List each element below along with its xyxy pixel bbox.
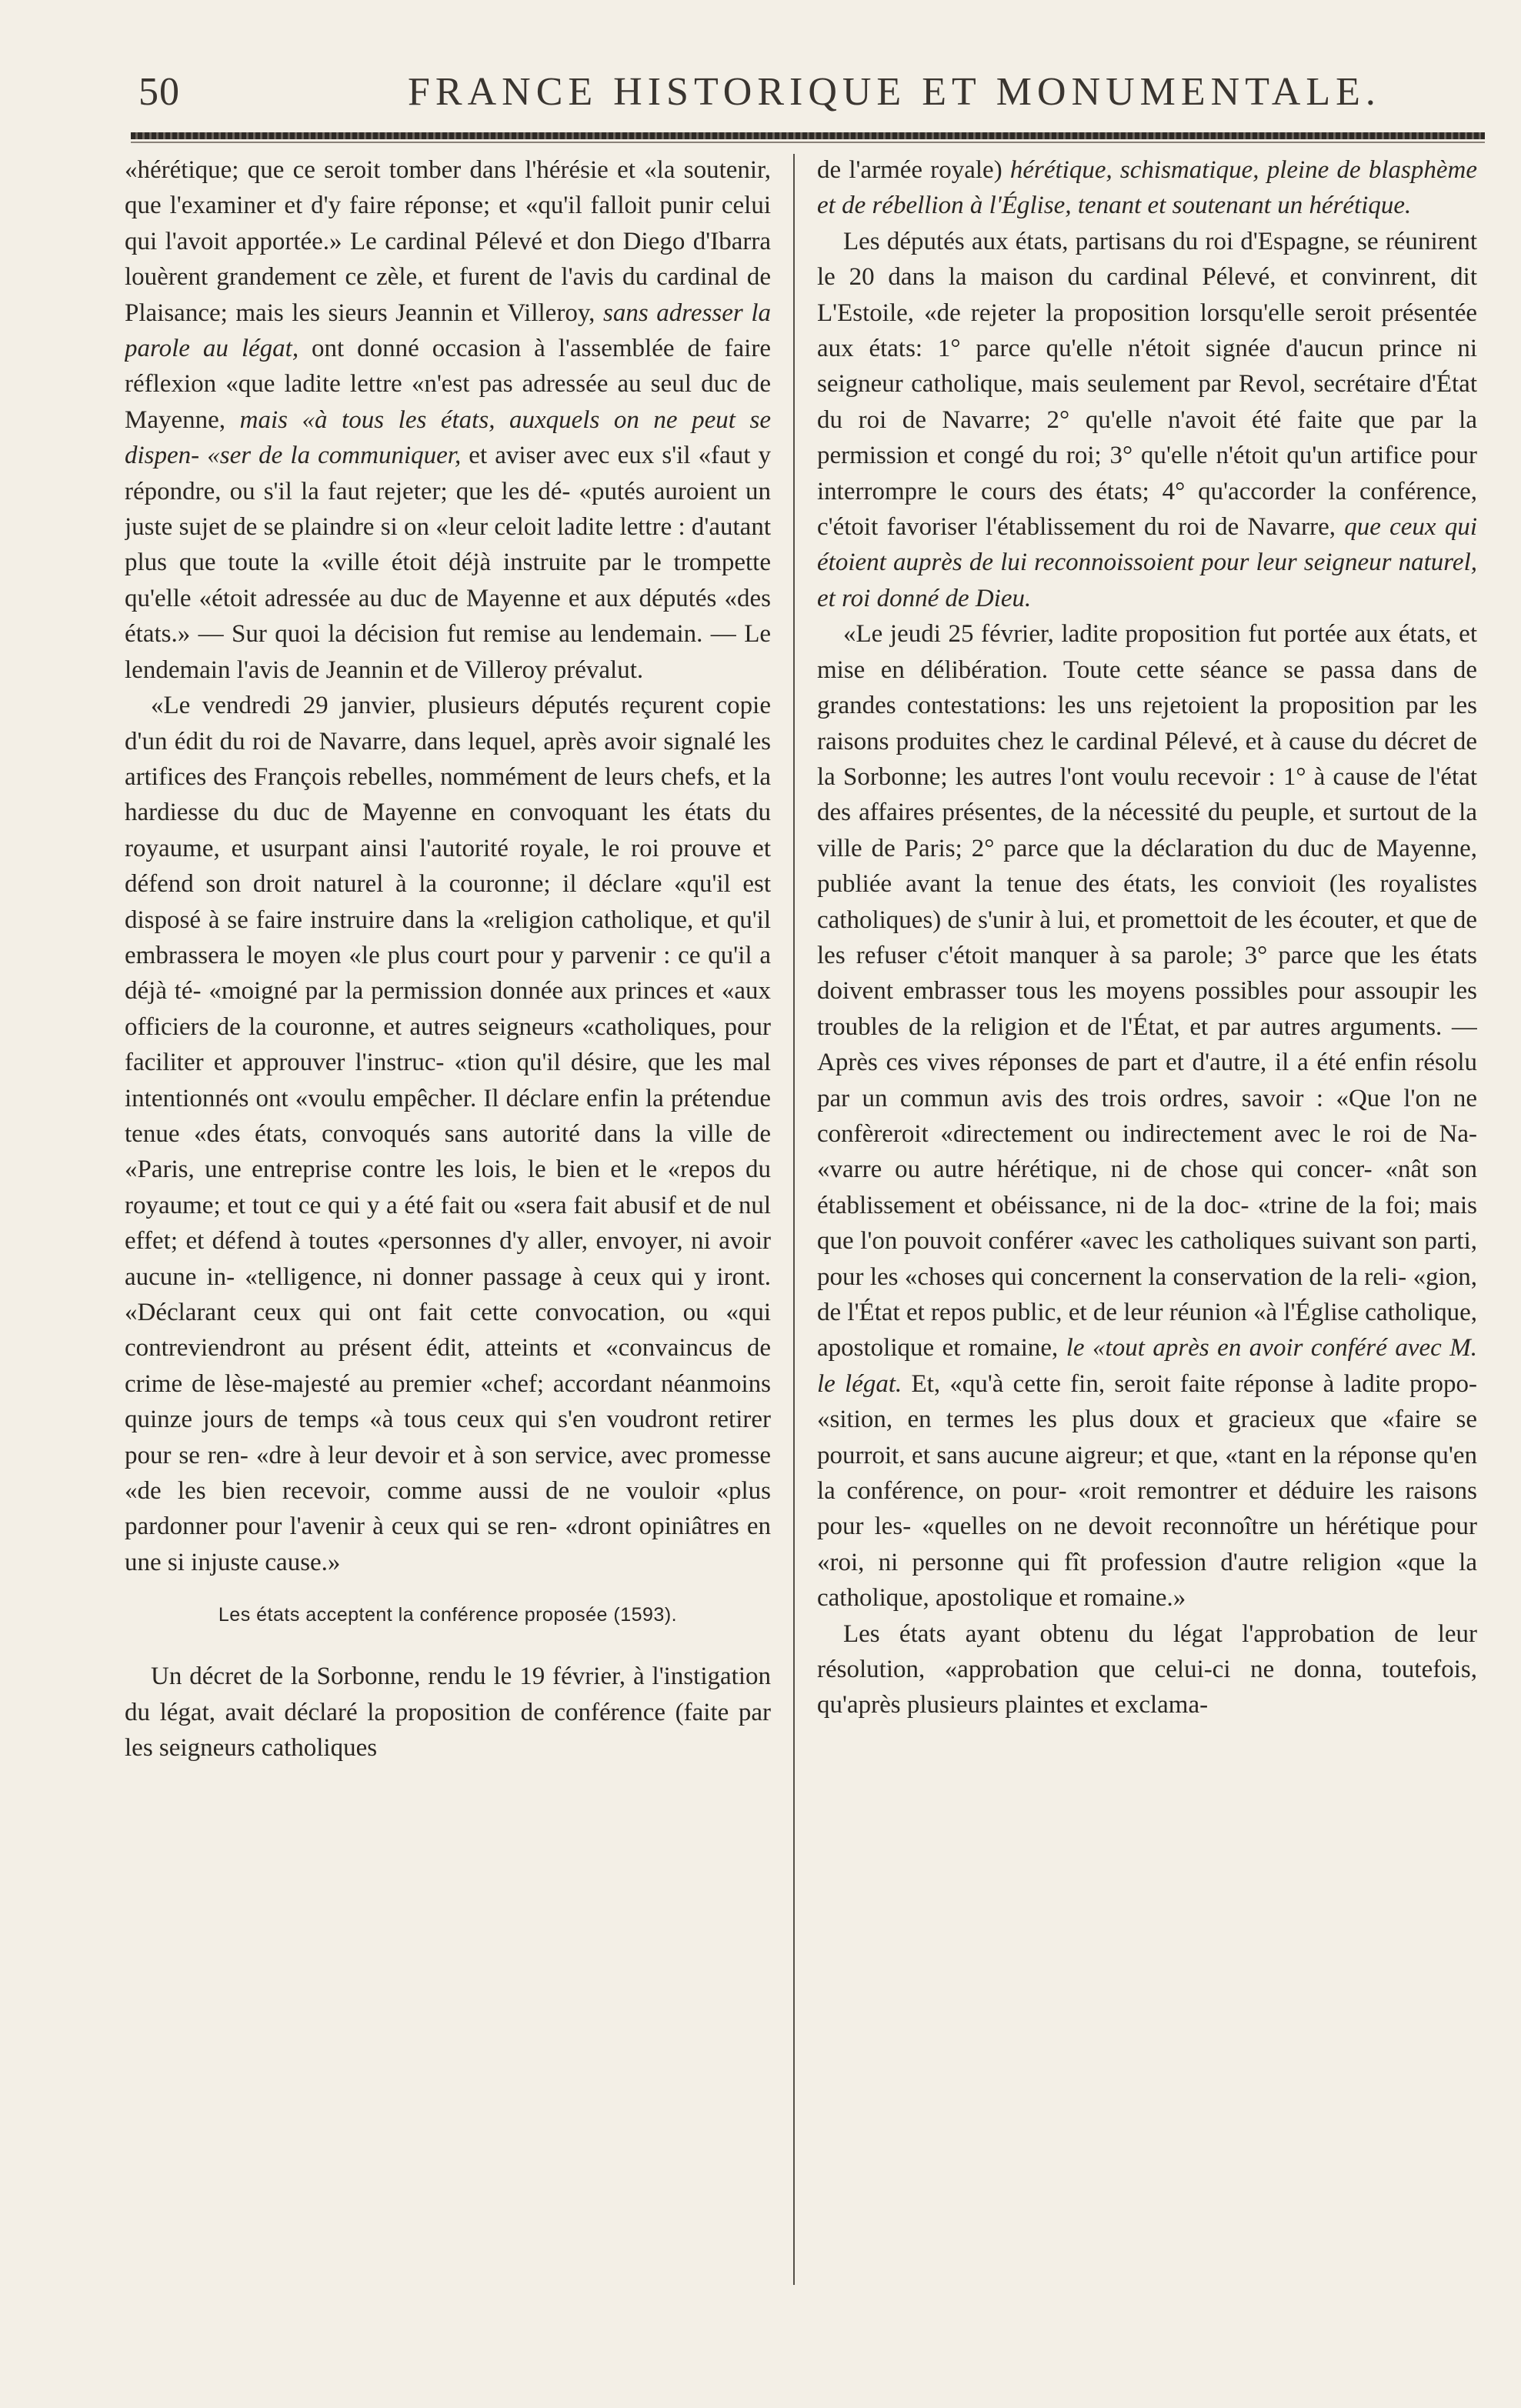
page-number: 50 — [138, 70, 180, 114]
text-run: ont donné occasion à l'assemblée de faire réflexion «que ladite lettre «n'est pas adressée au seul duc de Mayenne, — [125, 335, 771, 434]
text-run: Les députés aux états, partisans du roi d'Espagne, se réunirent le 20 dans la maison du cardinal Pélevé, et convinrent, dit L'Estoile, «de rejeter la proposition lorsqu'elle seroit présentée aux états: 1° parce qu'elle n'étoit signée d'aucun prince ni seigneur catholique, mais seulement par Revol, secrétaire d'État du roi de Navarre; 2° qu'elle n'avoit été faite que par la permission et congé du roi; 3° qu'elle n'étoit qu'un artifice pour interrompre le cours des états; 4° qu'accorder la conférence, c'étoit favoriser l'établissement du roi de Navarre, — [817, 227, 1477, 542]
section-heading — [125, 1597, 771, 1633]
paragraph — [817, 152, 1477, 224]
text-run: Les états acceptent la conférence proposée (1593). — [218, 1604, 678, 1626]
text-run: Et, «qu'à cette fin, seroit faite réponse à ladite propo- «sition, en termes les plus doux et gracieux que «faire se pourroit, et sans aucune aigreur; et que, «tant en la réponse qu'en la conférence, on pour- «roit remontrer et déduire les raisons pour les- «quelles on ne devoit reconnoître un hérétique pour «roi, ni personne qui fît profession d'autre religion «que la catholique, apostolique et romaine.» — [817, 1369, 1477, 1613]
right-column — [817, 152, 1477, 2368]
italic-text: mais «à tous les états, auxquels on ne peut se dispen- «ser de la communiquer, — [125, 405, 771, 470]
text-run: «Le jeudi 25 février, ladite proposition fut portée aux états, et mise en délibération. Toute cette séance se passa dans de grandes contestations: les uns rejetoient la proposition par les raisons produites chez le cardinal Pélevé, et à cause du décret de la Sorbonne; les autres l'ont voulu recevoir : 1° à cause de l'état des affaires présentes, de la nécessité du peuple, et surtout de la ville de Paris; 2° parce que la déclaration du duc de Mayenne, publiée avant la tenue des états, les convioit (les royalistes catholiques) de s'unir à lui, et promettoit de les écouter, et que de les refuser c'étoit manquer à sa parole; 3° parce que les états doivent embrasser tous les moyens possibles pour assoupir les troubles de la religion et de l'État, et par autres arguments. — Après ces vives réponses de part et d'autre, il a été enfin résolu par un commun avis des trois ordres, savoir : «Que l'on ne confèreroit «directement ou indirectement avec le roi de Na- «varre ou autre hérétique, ni de chose qui concer- «nât son établissement et obéissance, ni de la doc- «trine de la foi; mais que l'on pouvoit conférer «avec les catholiques suivant son parti, pour les «choses qui concernent la conservation de la reli- «gion, de l'État et repos public, et de leur réunion «à l'Église catholique, apostolique et romaine, — [817, 620, 1477, 1362]
header-rule — [131, 132, 1485, 139]
paragraph — [817, 224, 1477, 616]
running-title: FRANCE HISTORIQUE ET MONUMENTALE. — [408, 70, 1381, 114]
italic-text: que ceux qui étoient auprès de lui reconnoissoient pour leur seigneur naturel, et roi donné de Dieu. — [817, 513, 1477, 612]
text-run: «hérétique; que ce seroit tomber dans l'hérésie et «la soutenir, que l'examiner et d'y faire réponse; et «qu'il falloit punir celui qui l'avoit apportée.» Le cardinal Pélevé et don Diego d'Ibarra louèrent grandement ce zèle, et furent de l'avis du cardinal de Plaisance; mais les sieurs Jeannin et Villeroy, — [125, 156, 771, 327]
paragraph — [817, 1616, 1477, 1723]
paragraph — [125, 688, 771, 1580]
column-divider — [793, 154, 795, 2285]
paragraph — [125, 1659, 771, 1766]
text-run: Un décret de la Sorbonne, rendu le 19 février, à l'instigation du légat, avait déclaré la proposition de conférence (faite par les seigneurs catholiques — [125, 1663, 771, 1763]
text-run: et aviser avec eux s'il «faut y répondre, ou s'il la faut rejeter; que les dé- «putés auroient un juste sujet de se plaindre si on «leur celoit ladite lettre : d'autant plus que toute la «ville étoit déjà instruite par le trompette qu'elle «étoit adressée au duc de Mayenne et aux députés «des états.» — Sur quoi la décision fut remise au lendemain. — Le lendemain l'avis de Jeannin et de Villeroy prévalut. — [125, 442, 771, 684]
page-header — [131, 69, 1485, 131]
italic-text: hérétique, schismatique, pleine de blasphème et de rébellion à l'Église, tenant et soutenant un hérétique. — [817, 156, 1477, 220]
text-run: de l'armée royale) — [817, 156, 1010, 184]
left-column — [125, 152, 771, 2368]
paragraph — [125, 152, 771, 688]
paragraph — [817, 616, 1477, 1616]
text-run: Les états ayant obtenu du légat l'approbation de leur résolution, «approbation que celui-ci ne donna, toutefois, qu'après plusieurs plaintes et exclama- — [817, 1619, 1477, 1719]
header-rule-thin — [131, 142, 1485, 143]
text-run: «Le vendredi 29 janvier, plusieurs députés reçurent copie d'un édit du roi de Navarre, dans lequel, après avoir signalé les artifices des François rebelles, nommément de leurs chefs, et la hardiesse du duc de Mayenne en convoquant les états du royaume, et usurpant ainsi l'autorité royale, le roi prouve et défend son droit naturel à la couronne; il déclare «qu'il est disposé à se faire instruire dans la «religion catholique, et qu'il embrassera le moyen «le plus court pour y parvenir : ce qu'il a déjà té- «moigné par la permission donnée aux princes et «aux officiers de la couronne, et autres seigneurs «catholiques, pour faciliter et approuver l'instruc- «tion qu'il désire, que les mal intentionnés ont «voulu empêcher. Il déclare enfin la prétendue tenue «des états, convoqués sans autorité dans la ville de «Paris, une entreprise contre les lois, le bien et le «repos du royaume; et tout ce qui y a été fait ou «sera fait abusif et de nul effet; et défend à toutes «personnes d'y aller, envoyer, ni avoir aucune in- «telligence, ni donner passage à ceux qui y iront. «Déclarant ceux qui ont fait cette convocation, ou «qui contreviendront au présent édit, atteints et «convaincus de crime de lèse-majesté au premier «chef; accordant néanmoins quinze jours de temps «à tous ceux qui s'en voudront retirer pour se ren- «dre à leur devoir et à son service, avec promesse «de les bien recevoir, comme aussi de ne vouloir «plus pardonner pour l'avenir à ceux qui se ren- «dront opiniâtres en une si injuste cause.» — [125, 692, 771, 1576]
italic-text: sans adresser la parole au légat, — [125, 298, 771, 363]
italic-text: le «tout après en avoir conféré avec M. le légat. — [817, 1334, 1477, 1398]
